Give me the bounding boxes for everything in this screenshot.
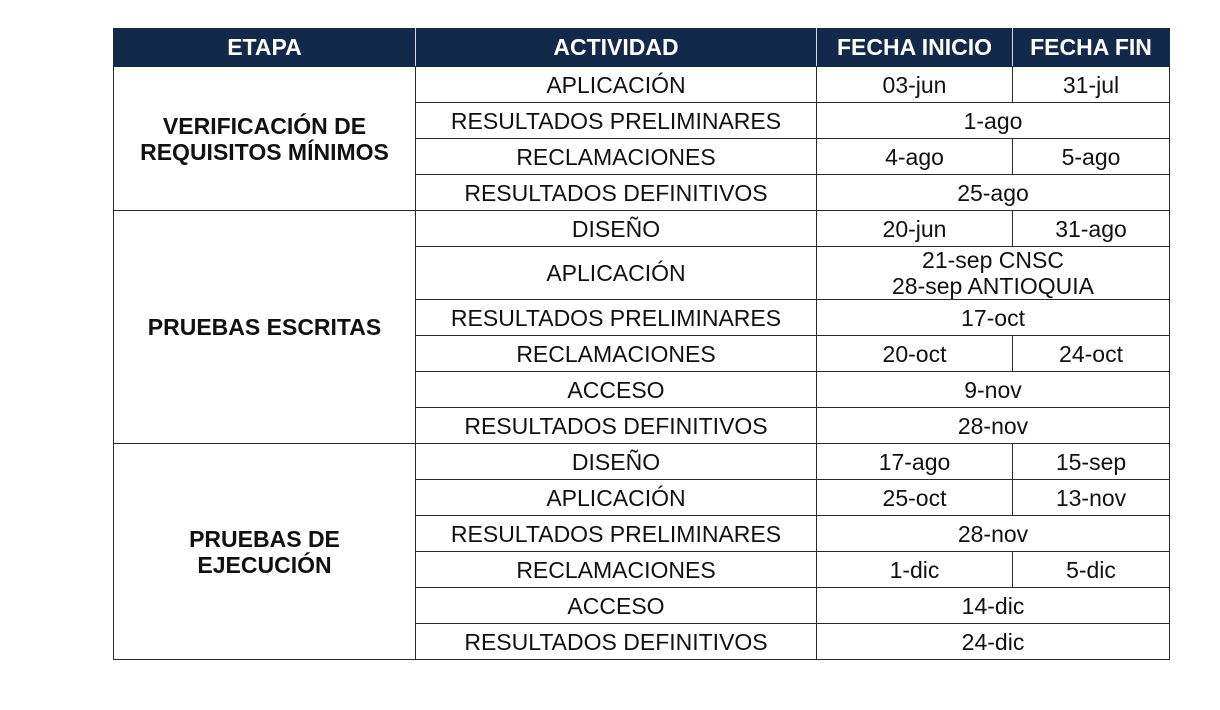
table-row	[114, 444, 1170, 480]
date-cell: 24-dic	[817, 624, 1170, 660]
stage-label-line2: REQUISITOS MÍNIMOS	[140, 138, 389, 165]
start-date-cell: 25-oct	[817, 480, 1013, 516]
date-cell: 25-ago	[817, 175, 1170, 211]
activity-cell: RECLAMACIONES	[416, 336, 817, 372]
activity-cell: RESULTADOS PRELIMINARES	[416, 516, 817, 552]
stage-cell-pruebas-ejecucion	[114, 444, 416, 660]
table-row	[114, 211, 1170, 247]
start-date-cell: 03-jun	[817, 67, 1013, 103]
start-date-cell: 20-jun	[817, 211, 1013, 247]
stage-cell-pruebas-escritas	[114, 211, 416, 444]
date-line2: 28-sep ANTIOQUIA	[892, 273, 1094, 299]
activity-cell: ACCESO	[416, 588, 817, 624]
date-cell	[817, 247, 1170, 300]
end-date-cell: 5-ago	[1013, 139, 1170, 175]
activity-cell: ACCESO	[416, 372, 817, 408]
start-date-cell: 1-dic	[817, 552, 1013, 588]
end-date-cell: 15-sep	[1013, 444, 1170, 480]
activity-cell: RESULTADOS DEFINITIVOS	[416, 175, 817, 211]
date-cell: 28-nov	[817, 408, 1170, 444]
activity-cell: RESULTADOS PRELIMINARES	[416, 103, 817, 139]
stage-cell-verificacion	[114, 67, 416, 211]
header-fecha-inicio: FECHA INICIO	[817, 29, 1013, 67]
activity-cell: APLICACIÓN	[416, 247, 817, 300]
stage-label-line1: PRUEBAS ESCRITAS	[147, 314, 382, 340]
activity-cell: APLICACIÓN	[416, 480, 817, 516]
activity-cell: RESULTADOS PRELIMINARES	[416, 300, 817, 336]
table-row	[114, 67, 1170, 103]
activity-cell: DISEÑO	[416, 211, 817, 247]
activity-cell: RECLAMACIONES	[416, 552, 817, 588]
end-date-cell: 31-jul	[1013, 67, 1170, 103]
activity-cell: APLICACIÓN	[416, 67, 817, 103]
header-actividad: ACTIVIDAD	[416, 29, 817, 67]
start-date-cell: 20-oct	[817, 336, 1013, 372]
end-date-cell: 24-oct	[1013, 336, 1170, 372]
activity-cell: RESULTADOS DEFINITIVOS	[416, 408, 817, 444]
end-date-cell: 5-dic	[1013, 552, 1170, 588]
start-date-cell: 4-ago	[817, 139, 1013, 175]
date-cell: 1-ago	[817, 103, 1170, 139]
stage-label-line2: EJECUCIÓN	[197, 551, 332, 578]
header-fecha-fin: FECHA FIN	[1013, 29, 1170, 67]
header-etapa: ETAPA	[114, 29, 416, 67]
activity-cell: DISEÑO	[416, 444, 817, 480]
date-cell: 9-nov	[817, 372, 1170, 408]
date-cell: 17-oct	[817, 300, 1170, 336]
date-cell: 28-nov	[817, 516, 1170, 552]
activity-cell: RECLAMACIONES	[416, 139, 817, 175]
start-date-cell: 17-ago	[817, 444, 1013, 480]
stage-label-line1: PRUEBAS DE	[189, 525, 340, 552]
stage-label-line1: VERIFICACIÓN DE	[162, 112, 367, 139]
schedule-table	[113, 28, 1170, 660]
date-line1: 21-sep CNSC	[922, 247, 1064, 273]
header-row	[114, 29, 1170, 67]
end-date-cell: 13-nov	[1013, 480, 1170, 516]
end-date-cell: 31-ago	[1013, 211, 1170, 247]
date-cell: 14-dic	[817, 588, 1170, 624]
activity-cell: RESULTADOS DEFINITIVOS	[416, 624, 817, 660]
